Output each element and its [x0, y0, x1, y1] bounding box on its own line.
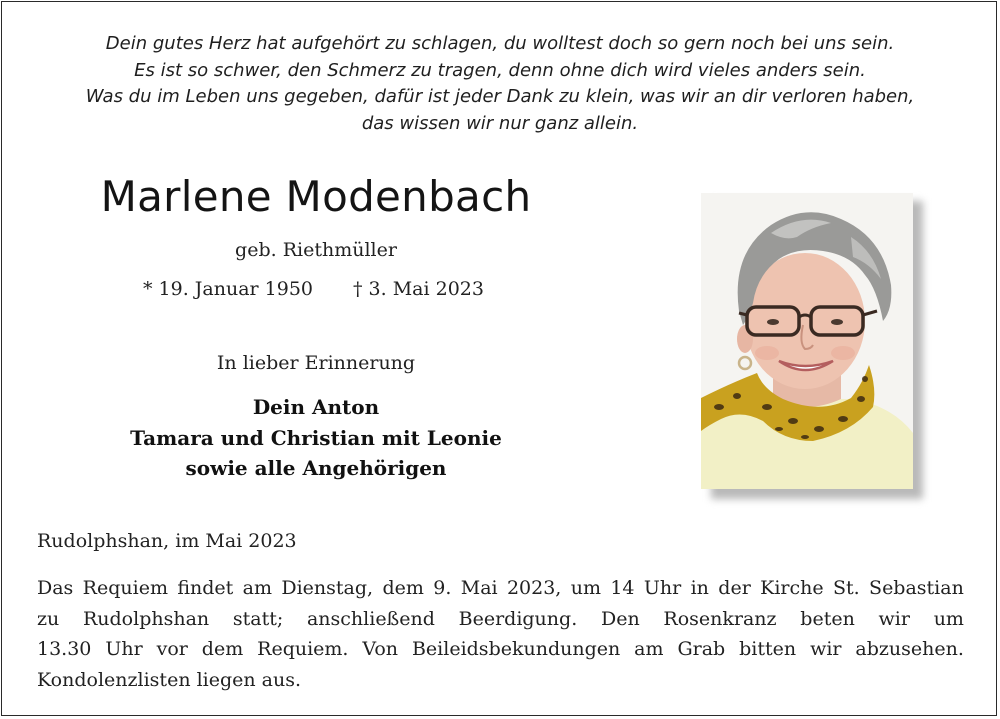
notice-word: anschließend — [306, 607, 435, 630]
notice-line — [37, 573, 964, 604]
notice-word: wir — [878, 607, 910, 630]
notice-word: Das — [37, 577, 74, 599]
notice-word: bitten — [739, 638, 797, 661]
notice-word: beten — [800, 607, 855, 630]
verse-line-3: Was du im Leben uns gegeben, dafür ist jeder Dank zu klein, was wir an dir verloren haben, — [85, 86, 915, 107]
notice-word: 2023, — [506, 577, 562, 599]
notice-word: Uhr — [643, 577, 682, 599]
notice-word: abzusehen. — [855, 638, 964, 661]
notice-word: Kirche — [760, 577, 824, 599]
verse — [0, 31, 1000, 137]
notice-word: Uhr — [105, 638, 143, 661]
mourner-line: Tamara und Christian mit Leonie — [130, 425, 502, 450]
notice-word: vor — [156, 638, 188, 661]
notice-word: Beileidsbekundungen — [411, 638, 621, 661]
birth-name: geb. Riethmüller — [235, 239, 397, 261]
notice-word: Sebastian — [869, 577, 964, 599]
mourners — [0, 392, 632, 484]
funeral-notice — [37, 573, 964, 696]
verse-line-4: das wissen wir nur ganz allein. — [361, 112, 639, 134]
notice-word: Mai — [460, 577, 498, 599]
notice-word: statt; — [232, 607, 284, 630]
verse-line-1: Dein gutes Herz hat aufgehört zu schlagen, du wolltest doch so gern noch bei uns sein. — [105, 33, 895, 54]
notice-line — [37, 604, 964, 635]
notice-word: um — [933, 607, 964, 630]
notice-word: Dienstag, — [281, 577, 374, 599]
notice-word: findet — [177, 577, 234, 599]
notice-word: Rosenkranz — [663, 607, 777, 630]
notice-word: Grab — [677, 638, 726, 661]
notice-line — [37, 634, 964, 665]
notice-word: Von — [362, 638, 399, 661]
notice-word: Requiem. — [257, 638, 349, 661]
portrait-illustration — [701, 193, 913, 489]
deceased-name: Marlene Modenbach — [100, 172, 532, 221]
notice-word: 13.30 — [37, 638, 92, 661]
notice-word: 9. — [433, 577, 452, 599]
mourner-line: sowie alle Angehörigen — [185, 456, 447, 480]
notice-word: dem — [382, 577, 424, 599]
notice-word: der — [718, 577, 751, 599]
verse-line-2: Es ist so schwer, den Schmerz zu tragen, denn ohne dich wird vieles anders sein. — [134, 59, 866, 81]
notice-word: am — [242, 577, 272, 599]
portrait-photo — [701, 193, 913, 489]
notice-word: Den — [600, 607, 640, 630]
death-date: † 3. Mai 2023 — [353, 278, 484, 300]
notice-word: 14 — [610, 577, 635, 599]
notice-word: dem — [201, 638, 244, 661]
memory-line: In lieber Erinnerung — [216, 352, 416, 374]
mourner-line: Dein Anton — [252, 395, 380, 419]
notice-word: zu — [37, 607, 60, 630]
notice-word: um — [570, 577, 601, 599]
notice-word: Requiem — [82, 577, 168, 599]
notice-word: wir — [810, 638, 842, 661]
notice-word: am — [634, 638, 664, 661]
notice-word: Beerdigung. — [458, 607, 578, 630]
birth-date: * 19. Januar 1950 — [143, 278, 314, 300]
notice-line: Kondolenzlisten liegen aus. — [37, 669, 302, 692]
notice-word: in — [690, 577, 709, 599]
notice-word: St. — [832, 577, 860, 599]
place-date: Rudolphshan, im Mai 2023 — [37, 530, 297, 552]
notice-word: Rudolphshan — [82, 607, 210, 630]
